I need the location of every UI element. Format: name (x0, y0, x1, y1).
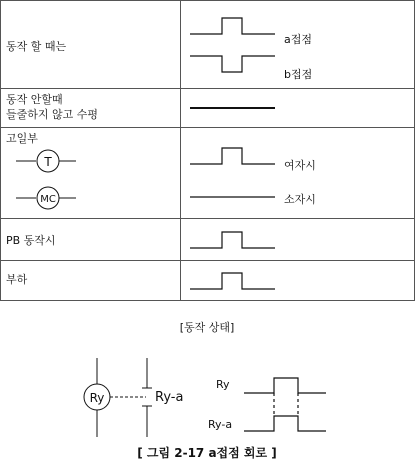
timing-label-ry-a: Ry-a (208, 418, 233, 431)
relay-coil-letter: Ry (89, 391, 105, 405)
signal-label-energized: 여자시 (284, 159, 316, 172)
contact-label: Ry-a (155, 390, 184, 405)
row-label-not-operating-line1: 동작 안할때 (6, 93, 63, 106)
load-waveform (190, 273, 275, 289)
timing-label-ry: Ry (216, 378, 230, 391)
mc-coil-letter: MC (40, 194, 56, 205)
row-label-pushbutton: PB 동작시 (6, 234, 56, 247)
row-label-not-operating-line2: 들줄하지 않고 수평 (6, 108, 99, 121)
timing-chart (244, 378, 326, 431)
signal-label-a-contact: a접점 (284, 33, 312, 46)
row1-waveforms (190, 18, 275, 72)
a-contact-waveform (190, 18, 275, 34)
row-label-coil: 고일부 (6, 132, 38, 145)
signal-label-b-contact: b접점 (284, 68, 313, 81)
signal-label-deenergized: 소자시 (284, 193, 316, 206)
energized-waveform (190, 148, 275, 164)
row3-waveforms (190, 148, 275, 197)
t-coil-letter: T (44, 155, 52, 169)
row-label-operating: 동작 할 때는 (6, 40, 67, 53)
ry-timing-waveform (244, 378, 326, 393)
table-caption: [동작 상태] (179, 321, 235, 334)
figure-caption: [ 그림 2-17 a접점 회로 ] (137, 446, 277, 460)
pushbutton-waveform (190, 232, 275, 248)
row-label-load: 부하 (6, 273, 28, 286)
b-contact-waveform (190, 56, 275, 72)
ry-a-timing-waveform (244, 416, 326, 431)
